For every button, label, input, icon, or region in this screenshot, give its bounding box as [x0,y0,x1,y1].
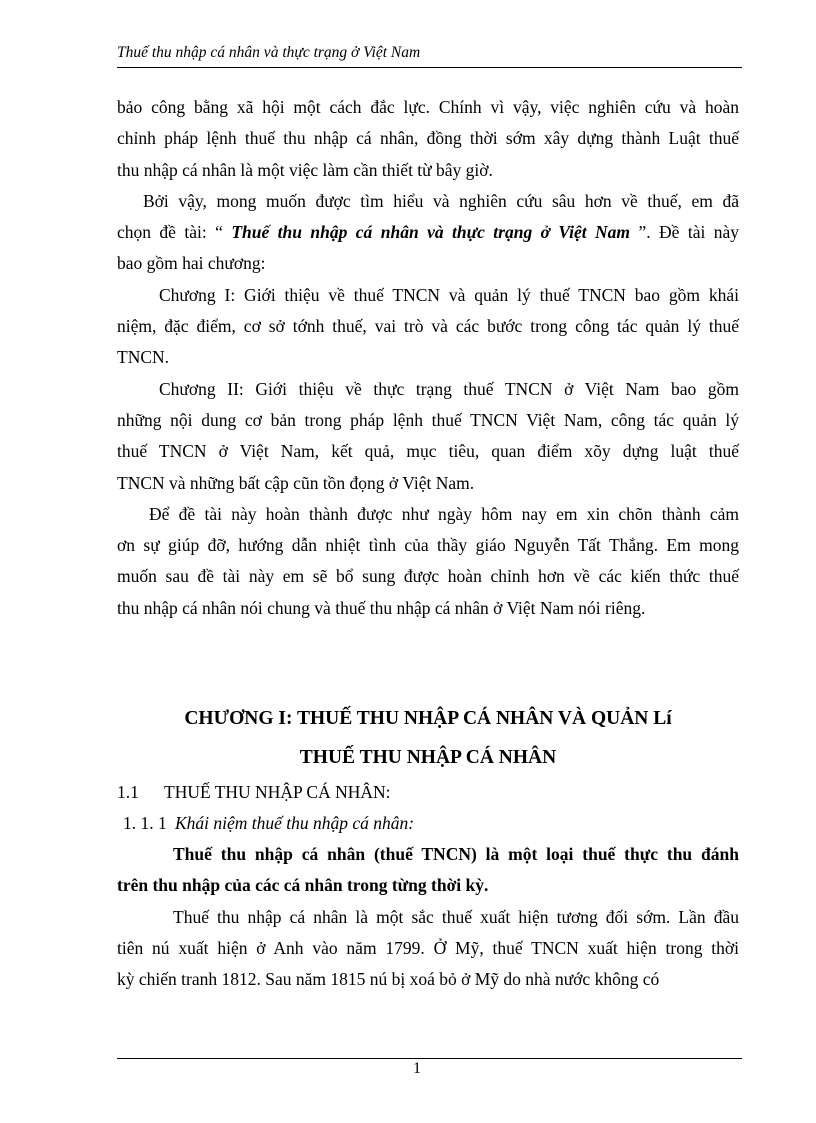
text-line: ơn sự giúp đỡ, hướng dẫn nhiệt tình của thầy giáo Nguyễn Tất Thắng. Em mong [117,535,739,556]
chapter-heading [117,699,739,777]
text-line: TNCN. [117,347,170,368]
text-line: thu nhập cá nhân nói chung và thuế thu nhập cá nhân ở Việt Nam nói riêng. [117,597,646,618]
running-header: Thuế thu nhập cá nhân và thực trạng ở Việt Nam [117,44,421,61]
text-line: bao gồm hai chương: [117,253,266,274]
text-line: niệm, đặc điểm, cơ sở tớnh thuế, vai trò và các bước trong công tác quản lý thuế [117,316,739,337]
intro-paragraph-chapter-1 [117,280,739,374]
text-line: những nội dung cơ bản trong pháp lệnh thuế TNCN Việt Nam, công tác quản lý [117,409,739,430]
text-line: trên thu nhập của các cá nhân trong từng thời kỳ. [117,875,489,896]
text-line: chỉnh pháp lệnh thuế thu nhập cá nhân, đồng thời sớm xây dựng thành Luật thuế [117,128,739,149]
text-line: tiên nú xuất hiện ở Anh vào năm 1799. Ở Mỹ, thuế TNCN xuất hiện trong thời [117,937,739,958]
text-span: chọn đề tài: “ [117,222,232,243]
text-line: bảo công bằng xã hội một cách đắc lực. Chính vì vậy, việc nghiên cứu và hoàn [117,97,739,117]
chapter-title-line: CHƯƠNG I: THUẾ THU NHẬP CÁ NHÂN VÀ QUẢN Lí [184,708,672,730]
intro-paragraph-thanks [117,499,739,624]
text-line: Thuế thu nhập cá nhân là một sắc thuế xuất hiện tương đối sớm. Lần đầu [173,906,739,927]
thesis-title: Thuế thu nhập cá nhân và thực trạng ở Việt Nam [231,222,631,243]
section-heading [117,777,739,808]
subsection-number: 1. 1. 1 [123,813,167,834]
text-span: ”. Đề tài này [630,222,740,243]
intro-paragraph-2 [117,186,739,280]
header-divider [117,67,742,68]
footer-divider [117,1058,742,1059]
text-line: muốn sau đề tài này em sẽ bổ sung được hoàn chỉnh hơn về các kiến thức thuế [117,566,739,587]
text-line: Thuế thu nhập cá nhân (thuế TNCN) là một loại thuế thực thu đánh [173,844,739,865]
text-line: Để đề tài này hoàn thành được như ngày hôm nay em xin chõn thành cảm [149,503,739,524]
page-body [117,92,739,996]
intro-paragraph-chapter-2 [117,374,739,499]
text-line: TNCN và những bất cập cũn tồn đọng ở Việt Nam. [117,472,475,493]
text-line: Chương II: Giới thiệu về thực trạng thuế TNCN ở Việt Nam bao gồm [159,378,739,399]
text-line: thu nhập cá nhân là một việc làm cần thiết từ bây giờ. [117,159,493,180]
subsection-heading [117,808,739,839]
intro-paragraph-1 [117,92,739,186]
text-line [117,217,739,248]
history-paragraph [117,902,739,996]
definition-paragraph [117,839,739,902]
chapter-title-line: THUẾ THU NHẬP CÁ NHÂN [299,747,557,769]
page-number: 1 [413,1060,421,1077]
subsection-title: Khái niệm thuế thu nhập cá nhân: [175,813,415,834]
text-line: thuế TNCN ở Việt Nam, kết quả, mục tiêu, quan điểm xõy dựng luật thuế [117,441,739,462]
section-title: THUẾ THU NHẬP CÁ NHÂN: [164,782,391,803]
text-line: kỳ chiến tranh 1812. Sau năm 1815 nú bị xoá bỏ ở Mỹ do nhà nước không có [117,969,660,990]
section-number: 1.1 [117,782,139,803]
text-line: Bởi vậy, mong muốn được tìm hiểu và nghiên cứu sâu hơn về thuế, em đã [143,190,739,211]
text-line: Chương I: Giới thiệu về thuế TNCN và quản lý thuế TNCN bao gồm khái [159,284,739,305]
